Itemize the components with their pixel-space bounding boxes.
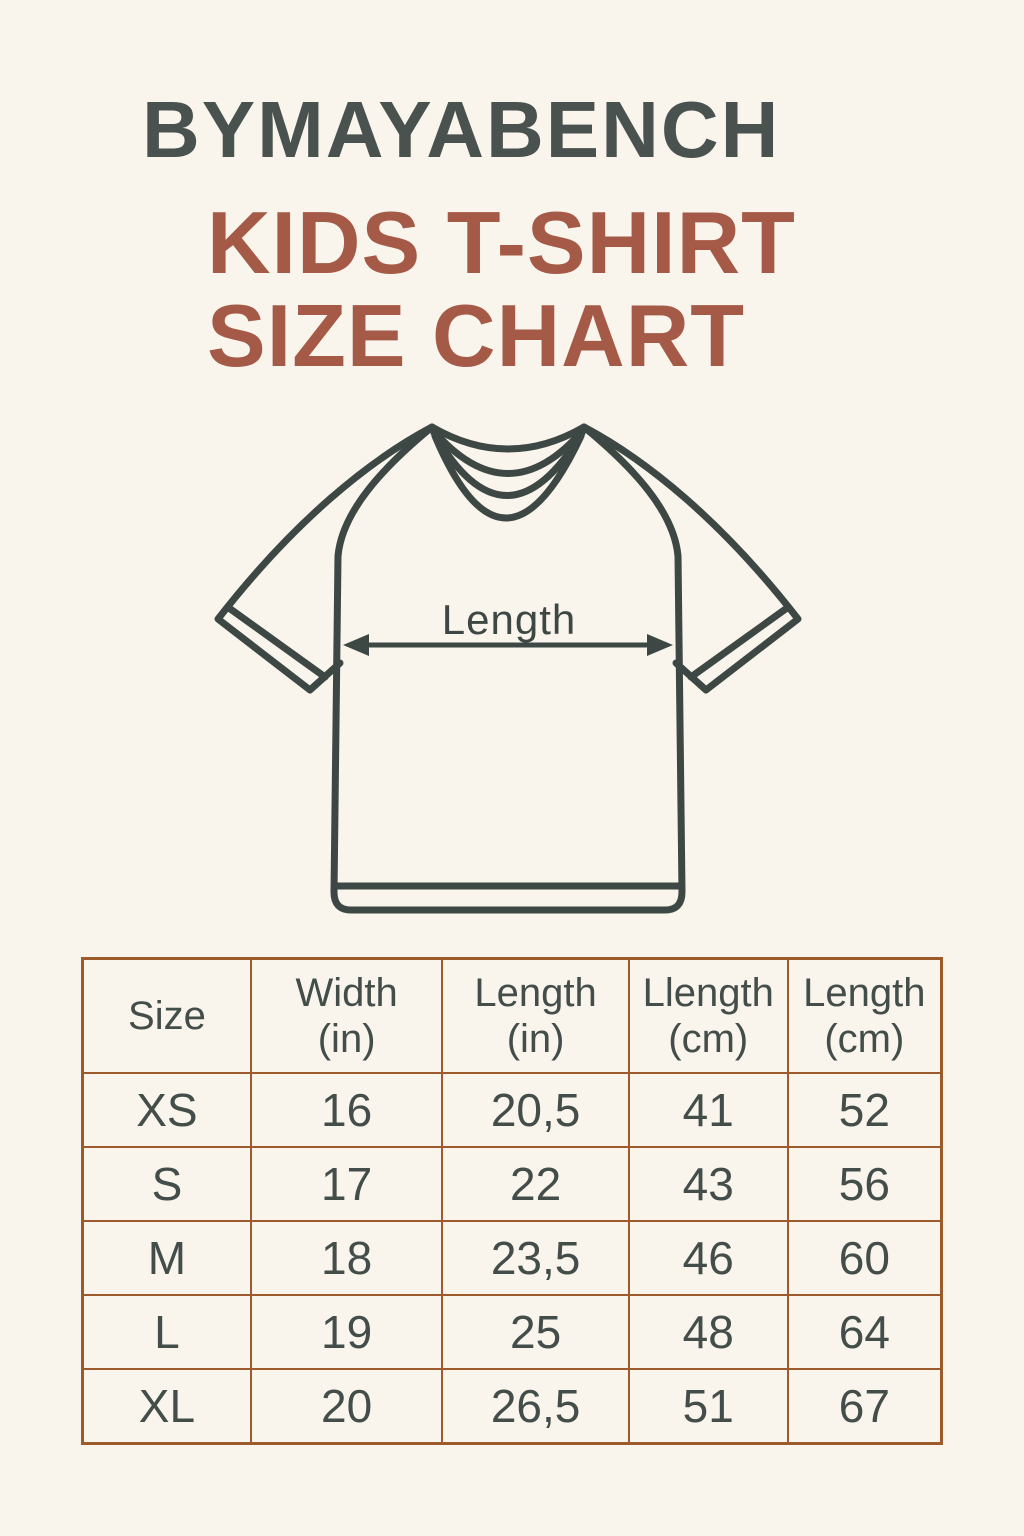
header-cell-length-cm-2: Length (cm) bbox=[788, 959, 942, 1074]
value-cell: 64 bbox=[788, 1295, 942, 1369]
size-cell: L bbox=[83, 1295, 251, 1369]
header-cell-length-cm-1: Llength (cm) bbox=[629, 959, 788, 1074]
table-row-m bbox=[83, 1221, 942, 1295]
header-cell-length-in: Length (in) bbox=[442, 959, 628, 1074]
page-title-line1: KIDS T-SHIRT bbox=[207, 193, 796, 292]
tshirt-collar-arc-1 bbox=[432, 427, 584, 449]
table-header-row bbox=[83, 959, 942, 1074]
value-cell: 52 bbox=[788, 1073, 942, 1147]
table-row-s bbox=[83, 1147, 942, 1221]
value-cell: 46 bbox=[629, 1221, 788, 1295]
size-table bbox=[81, 957, 943, 1445]
value-cell: 26,5 bbox=[442, 1369, 628, 1444]
value-cell: 18 bbox=[251, 1221, 443, 1295]
table-row-xs bbox=[83, 1073, 942, 1147]
value-cell: 56 bbox=[788, 1147, 942, 1221]
value-cell: 19 bbox=[251, 1295, 443, 1369]
value-cell: 22 bbox=[442, 1147, 628, 1221]
value-cell: 60 bbox=[788, 1221, 942, 1295]
tshirt-right-sleeve bbox=[584, 427, 798, 690]
value-cell: 20 bbox=[251, 1369, 443, 1444]
value-cell: 17 bbox=[251, 1147, 443, 1221]
value-cell: 48 bbox=[629, 1295, 788, 1369]
tshirt-left-sleeve bbox=[218, 427, 432, 690]
value-cell: 43 bbox=[629, 1147, 788, 1221]
table-row-l bbox=[83, 1295, 942, 1369]
tshirt-body-outline bbox=[334, 427, 682, 910]
value-cell: 51 bbox=[629, 1369, 788, 1444]
value-cell: 20,5 bbox=[442, 1073, 628, 1147]
brand-name: BYMAYABENCH bbox=[142, 85, 781, 174]
header-cell-width-in: Width (in) bbox=[251, 959, 443, 1074]
value-cell: 25 bbox=[442, 1295, 628, 1369]
size-cell: S bbox=[83, 1147, 251, 1221]
length-label: Length bbox=[441, 596, 577, 643]
size-cell: M bbox=[83, 1221, 251, 1295]
table-row-xl bbox=[83, 1369, 942, 1444]
value-cell: 41 bbox=[629, 1073, 788, 1147]
page-title-line2: SIZE CHART bbox=[207, 286, 745, 386]
size-cell: XL bbox=[83, 1369, 251, 1444]
size-cell: XS bbox=[83, 1073, 251, 1147]
value-cell: 67 bbox=[788, 1369, 942, 1444]
value-cell: 23,5 bbox=[442, 1221, 628, 1295]
value-cell: 16 bbox=[251, 1073, 443, 1147]
header-cell-size: Size bbox=[83, 959, 251, 1074]
